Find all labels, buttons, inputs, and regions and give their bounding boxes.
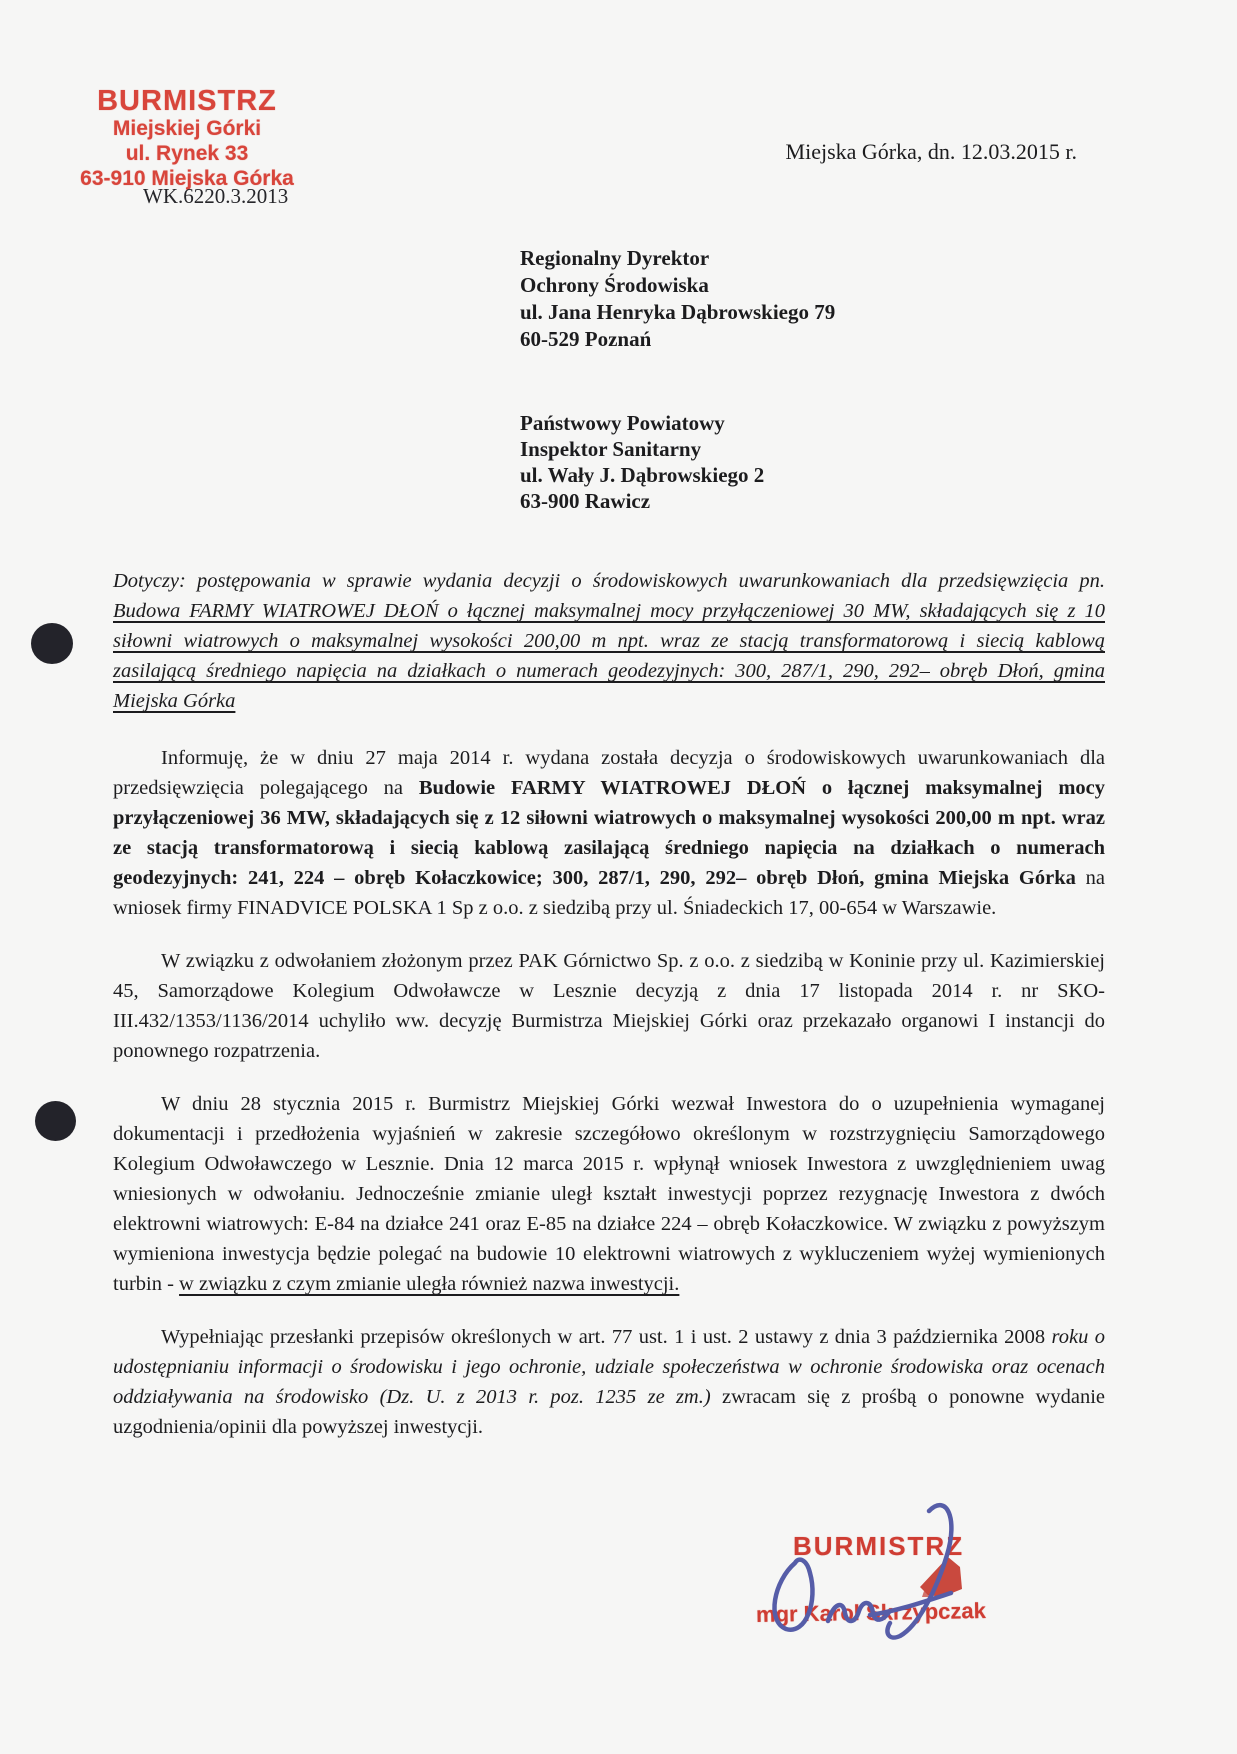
recipient-line: Ochrony Środowiska [520, 273, 709, 297]
letterhead-line: Miejskiej Górki [112, 117, 262, 140]
paragraph-bold-text: Budowie FARMY WIATROWEJ DŁOŃ o łącznej maksymalnej mocy przyłączeniowej 36 MW, składających się z 12 siłowni wiatrowych o maksymalnej wysokości 200,00 m npt. wraz ze stacją transformatorową i siecią kablową zasilającą średniego napięcia na działkach o numerach geodezyjnych: 241, 224 – obręb Kołaczkowice; 300, 287/1, 290, 292– obręb Dłoń, gmina Miejska Górka [113, 777, 1105, 889]
recipient-line: 60-529 Poznań [520, 327, 652, 351]
hole-punch-mark [35, 1101, 76, 1141]
letterhead-title: BURMISTRZ [97, 85, 277, 117]
letter-body [113, 566, 1105, 1442]
reference-number: WK.6220.3.2013 [143, 184, 289, 208]
body-paragraph-2: W związku z odwołaniem złożonym przez PAK Górnictwo Sp. z o.o. z siedzibą w Koninie przy ul. Kazimierskiej 45, Samorządowe Kolegium Odwoławcze w Lesznie decyzją z dnia 17 listopada 2014 r. nr SKO-III.432/1353/1136/2014 uchyliło ww. decyzję Burmistrza Miejskiej Górki oraz przekazało organowi I instancji do ponownego rozpatrzenia. [113, 950, 1105, 1062]
recipient-line: ul. Jana Henryka Dąbrowskiego 79 [520, 300, 836, 324]
recipient-block-rdos [520, 245, 835, 353]
paragraph-text: Informuję, że w dniu 27 maja 2014 r. wydana została decyzja o środowiskowych uwarunkowaniach dla przedsięwzięcia polegającego na [113, 747, 1105, 799]
paragraph-text: W dniu 28 stycznia 2015 r. Burmistrz Miejskiej Górki wezwał Inwestora do o uzupełnienia wymaganej dokumentacji i przedłożenia wyjaśnień w zakresie szczegółowo określonym w rozstrzygnięciu Samorządowego Kolegium Odwoławczego w Lesznie. Dnia 12 marca 2015 r. wpłynął wniosek Inwestora z uwzględnieniem uwag wniesionych w odwołaniu. Jednocześnie zmianie uległ kształt inwestycji poprzez rezygnację Inwestora z dwóch elektrowni wiatrowych: E-84 na działce 241 oraz E-85 na działce 224 – obręb Kołaczkowice. W związku z powyższym wymieniona inwestycja będzie polegać na budowie 10 elektrowni wiatrowych z wykluczeniem wyżej wymienionych turbin - [113, 1093, 1105, 1295]
signature-block [690, 1415, 1020, 1655]
recipient-line: 63-900 Rawicz [520, 489, 651, 513]
recipient-line: Państwowy Powiatowy [520, 411, 725, 435]
letterhead-line: 63-910 Miejska Górka [80, 167, 294, 190]
recipient-block-sanepid [520, 410, 764, 514]
paragraph-text: Wypełniając przesłanki przepisów określonych w art. 77 ust. 1 i ust. 2 ustawy z dnia 3 października 2008 [161, 1326, 1052, 1348]
recipient-line: Inspektor Sanitarny [520, 437, 702, 461]
paragraph-underlined-text: w związku z czym zmianie uległa również nazwa inwestycji. [179, 1273, 680, 1295]
subject-prefix: Dotyczy: postępowania w sprawie wydania decyzji o środowiskowych uwarunkowaniach dla przedsięwzięcia pn. [113, 570, 1105, 592]
letterhead-stamp [52, 86, 322, 191]
body-paragraph-3 [113, 1089, 1105, 1299]
recipient-line: Regionalny Dyrektor [520, 246, 710, 270]
paragraph-text: na wniosek firmy FINADVICE POLSKA 1 Sp z o.o. z siedzibą przy ul. Śniadeckich 17, 00-654 w Warszawie. [113, 867, 1105, 919]
letterhead-line: ul. Rynek 33 [125, 142, 249, 165]
date-line: Miejska Górka, dn. 12.03.2015 r. [785, 139, 1077, 164]
body-paragraph-1 [113, 743, 1105, 923]
paragraph-italic-text: roku o udostępnianiu informacji o środowisku i jego ochronie, udziale społeczeństwa w ochronie środowiska oraz ocenach oddziaływania na środowisko (Dz. U. z 2013 r. poz. 1235 ze zm.) [113, 1326, 1105, 1408]
subject-underlined: Budowa FARMY WIATROWEJ DŁOŃ o łącznej maksymalnej mocy przyłączeniowej 30 MW, składających się z 10 siłowni wiatrowych o maksymalnej wysokości 200,00 m npt. wraz ze stacją transformatorową i siecią kablową zasilającą średniego napięcia na działkach o numerach geodezyjnych: 300, 287/1, 290, 292– obręb Dłoń, gmina Miejska Górka [113, 600, 1105, 712]
paragraph-text: zwracam się z prośbą o ponowne wydanie uzgodnienia/opinii dla powyższej inwestycji. [113, 1386, 1105, 1438]
recipient-line: ul. Wały J. Dąbrowskiego 2 [520, 463, 765, 487]
signature-stamp-name: mgr Karol Skrzypczak [755, 1597, 987, 1628]
handwritten-signature-ink [748, 1423, 978, 1655]
signature-stamp-title: BURMISTRZ [793, 1531, 965, 1561]
hole-punch-mark [31, 623, 73, 664]
subject-paragraph [113, 566, 1105, 716]
